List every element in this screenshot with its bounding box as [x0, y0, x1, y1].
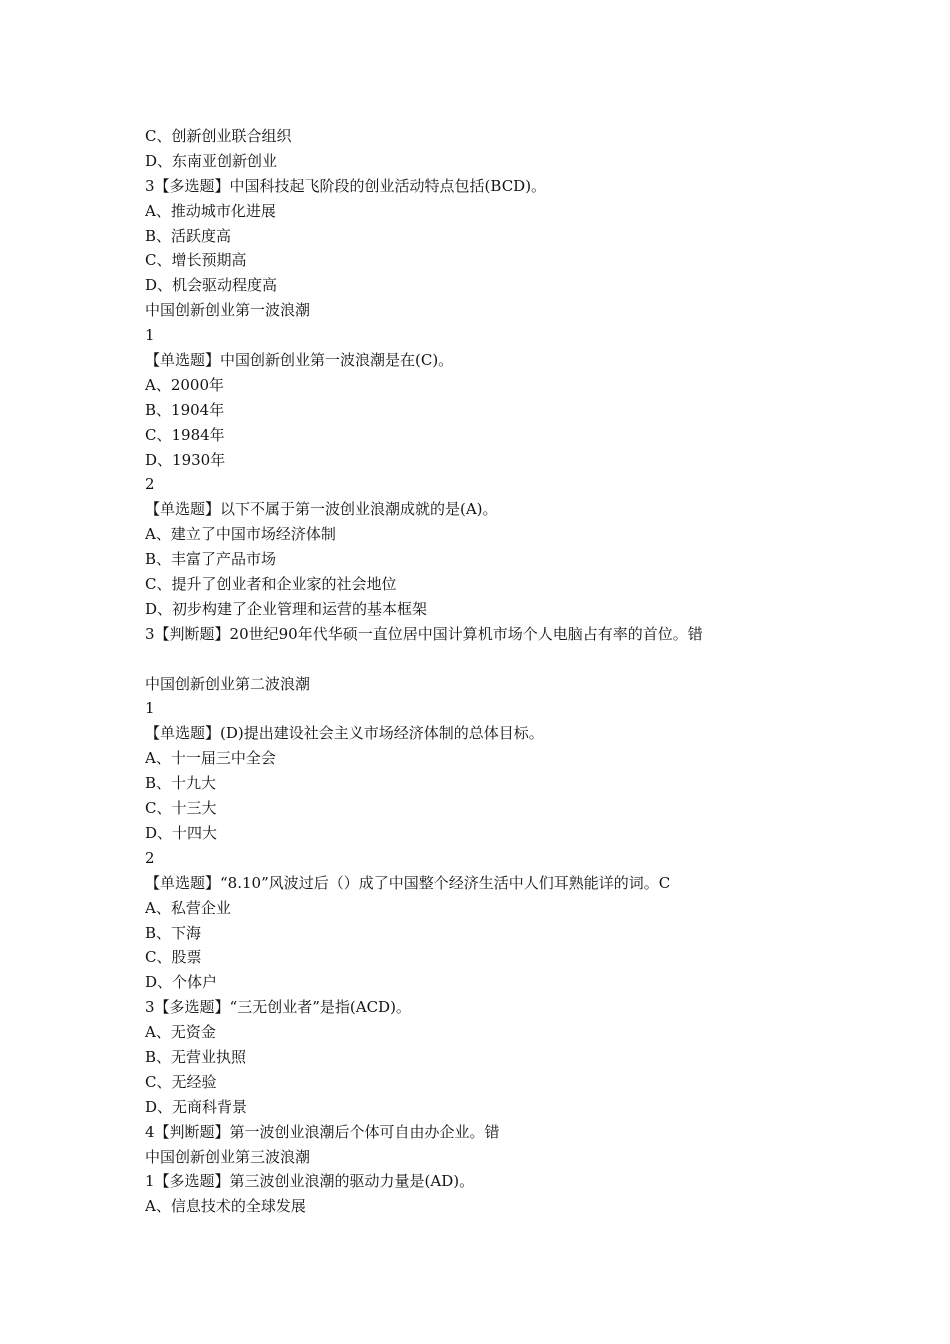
text-line: 3【多选题】中国科技起飞阶段的创业活动特点包括(BCD)。 [145, 176, 547, 195]
document-body [145, 124, 845, 1219]
text-line: A、私营企业 [145, 898, 231, 917]
text-line: 1【多选题】第三波创业浪潮的驱动力量是(AD)。 [145, 1172, 475, 1191]
text-line: C、1984年 [145, 425, 225, 444]
text-line: 【单选题】以下不属于第一波创业浪潮成就的是(A)。 [145, 500, 498, 519]
text-line: C、十三大 [145, 799, 217, 818]
text-line: D、十四大 [145, 823, 218, 842]
text-line: 【单选题】(D)提出建设社会主义市场经济体制的总体目标。 [145, 724, 544, 743]
text-line: B、无营业执照 [145, 1047, 247, 1066]
text-line: D、1930年 [145, 450, 226, 469]
text-line: C、无经验 [145, 1072, 217, 1091]
question-number: 2 [145, 475, 155, 494]
text-line: A、信息技术的全球发展 [145, 1197, 306, 1216]
text-line: A、推动城市化进展 [145, 201, 276, 220]
text-line: D、机会驱动程度高 [145, 276, 278, 295]
text-line: A、2000年 [145, 375, 225, 394]
text-line: 【单选题】中国创新创业第一波浪潮是在(C)。 [145, 351, 454, 370]
blank-line [145, 647, 845, 672]
question-number: 1 [145, 699, 155, 718]
question-number: 2 [145, 848, 155, 867]
text-line: 3【判断题】20世纪90年代华硕一直位居中国计算机市场个人电脑占有率的首位。错 [145, 624, 703, 643]
section-heading: 中国创新创业第二波浪潮 [145, 674, 311, 693]
section-heading: 中国创新创业第一波浪潮 [145, 301, 311, 320]
text-line: 3【多选题】“三无创业者”是指(ACD)。 [145, 998, 411, 1017]
question-number: 1 [145, 326, 155, 345]
text-line: B、活跃度高 [145, 226, 232, 245]
text-line: D、个体户 [145, 973, 218, 992]
text-line: D、初步构建了企业管理和运营的基本框架 [145, 599, 428, 618]
text-line: 【单选题】“8.10”风波过后（）成了中国整个经济生活中人们耳熟能详的词。C [145, 873, 671, 892]
text-line: D、东南亚创新创业 [145, 151, 278, 170]
text-line: 4【判断题】第一波创业浪潮后个体可自由办企业。错 [145, 1122, 500, 1141]
text-line: B、十九大 [145, 774, 217, 793]
text-line: C、增长预期高 [145, 251, 247, 270]
section-heading: 中国创新创业第三波浪潮 [145, 1147, 311, 1166]
text-line: D、无商科背景 [145, 1097, 248, 1116]
text-line: C、创新创业联合组织 [145, 127, 292, 145]
text-line: A、十一届三中全会 [145, 749, 276, 768]
text-line: A、建立了中国市场经济体制 [145, 525, 336, 544]
text-line: B、1904年 [145, 400, 225, 419]
text-line: A、无资金 [145, 1023, 216, 1042]
text-line: B、下海 [145, 923, 202, 942]
text-line: C、提升了创业者和企业家的社会地位 [145, 575, 397, 594]
text-line: C、股票 [145, 948, 202, 967]
text-line: B、丰富了产品市场 [145, 550, 277, 569]
